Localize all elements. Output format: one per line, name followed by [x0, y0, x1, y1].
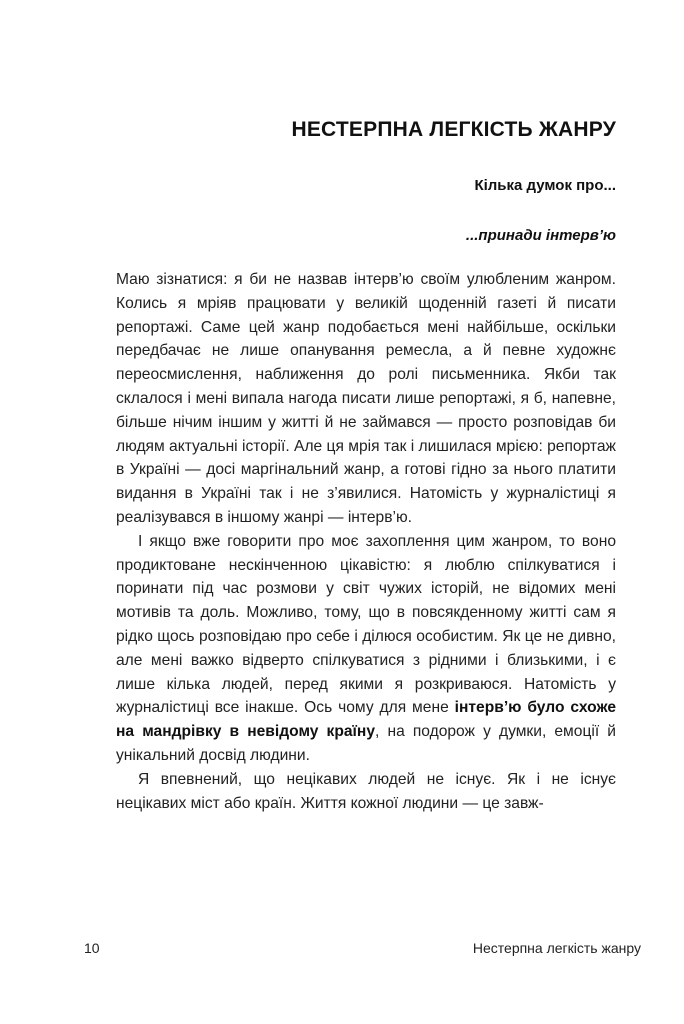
page-number: 10 — [84, 940, 100, 956]
paragraph-1: Маю зізнатися: я би не назвав інтерв’ю своїм улюбленим жанром. Колись я мріяв працювати у великій щоденній газеті й писати репортажі. Саме цей жанр подобається мені найбільше, оскільки передбачає не лише опанування ремесла, а й певне художнє переосмислення, наближення до ролі письменника. Якби так склалося і мені випала нагода писати лише репортажі, я б, напевне, більше нічим іншим у житті й не займався — просто розповідав би людям актуальні історії. Але ця мрія так і лишилася мрією: репортаж в Україні — досі маргінальний жанр, а готові гідно за нього платити видання в Україні так і не з’явилися. Натомість у журналістиці я реалізувався в іншому жанрі — інтерв’ю. — [116, 271, 616, 526]
running-head: Нестерпна легкість жанру — [472, 940, 641, 956]
paragraph-2-bold: інтерв’ю було схоже на мандрівку в невідому країну — [116, 699, 616, 741]
paragraph-2-end: , на подорож у думки, емоції й унікальний досвід людини. — [116, 723, 616, 764]
paragraph-2 — [116, 530, 616, 768]
paragraph-2-start: І якщо вже говорити про моє захоплення цим жанром, то воно продиктоване нескінченною цікавістю: я люблю спілкуватися і поринати під час розмови у світ чужих історій, не відомих мені мотивів та доль. Можливо, тому, що в повсякденному житті сам я рідко щось розповідаю про себе і ділюся особистим. Як це не дивно, але мені важко відверто спілкуватися з рідними і близькими, і є лише кілька людей, перед якими я розкриваюся. Натомість у журналістиці все інакше. Ось чому для мене — [116, 532, 616, 717]
body-text — [116, 268, 616, 815]
paragraph-3: Я впевнений, що нецікавих людей не існує. Як і не існує нецікавих міст або країн. Життя кожної людини — це завж- — [116, 770, 616, 812]
chapter-subtitle-2: ...принади інтерв’ю — [465, 227, 616, 244]
chapter-title: НЕСТЕРПНА ЛЕГКІСТЬ ЖАНРУ — [291, 118, 616, 141]
chapter-subtitle-1: Кілька думок про... — [474, 177, 616, 194]
